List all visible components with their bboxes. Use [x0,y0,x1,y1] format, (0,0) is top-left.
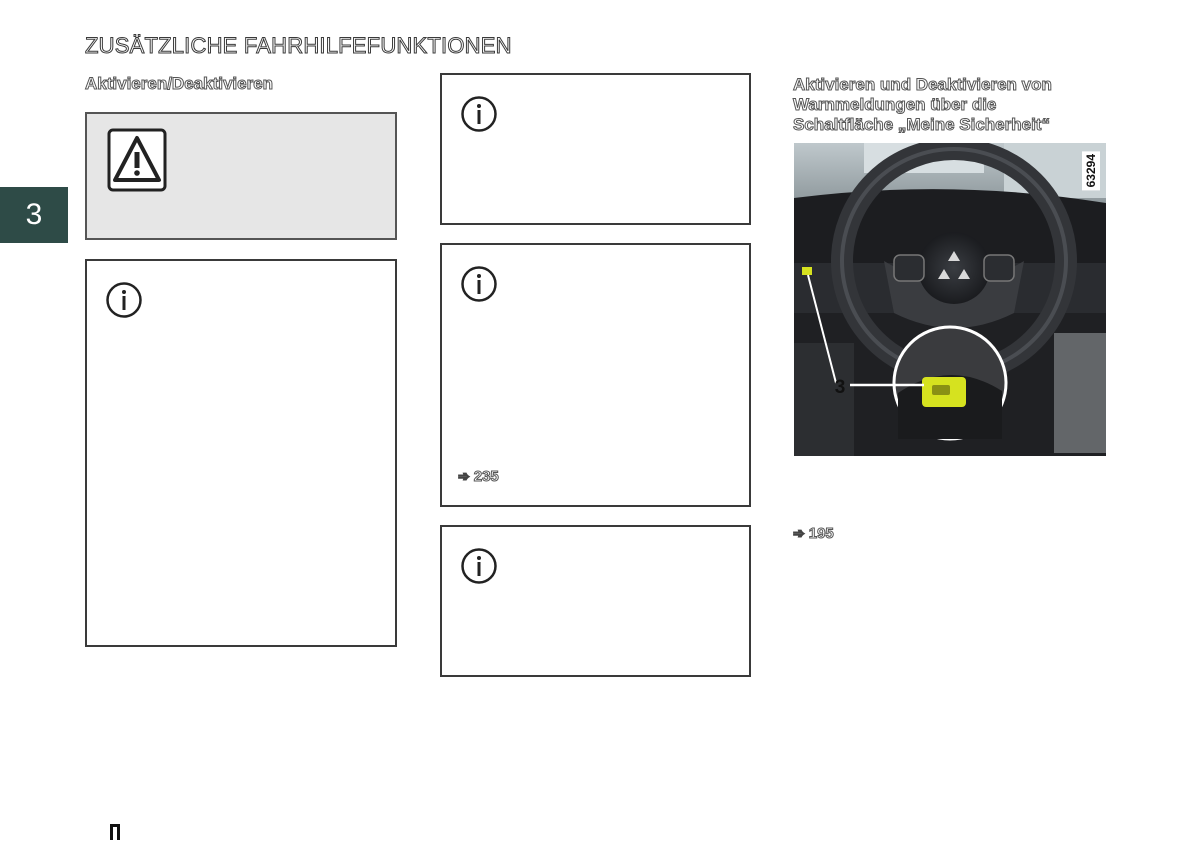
steering-wheel-photo [794,143,1106,456]
warning-triangle-icon [107,128,167,192]
image-id: 63294 [1082,151,1100,190]
info-icon [105,281,143,319]
callout-number: 3 [834,377,846,398]
footer-mark-icon [110,823,120,840]
warning-box [85,112,397,240]
page-title: ZUSÄTZLICHE FAHRHILFEFUNKTIONEN [85,33,512,58]
chapter-tab [0,187,68,243]
page-reference-number: 235 [473,468,499,485]
info-box-left [85,259,397,647]
page-reference-link[interactable] [793,525,834,542]
info-box-middle-bottom [440,525,751,677]
heading-line: Schaltfläche „Meine Sicherheit“ [793,115,1050,134]
arrow-right-icon: ➾ [458,468,470,484]
page-reference-number: 195 [808,525,834,542]
info-box-middle-center [440,243,751,507]
arrow-right-icon: ➾ [793,525,805,541]
info-box-middle-top [440,73,751,225]
heading-line: Warnmeldungen über die [793,95,997,114]
section-heading-right [793,75,1113,135]
chapter-number: 3 [25,198,43,231]
section-heading-left: Aktivieren/Deaktivieren [85,74,274,93]
page-reference-link[interactable] [458,468,499,485]
info-icon [460,265,498,303]
info-icon [460,95,498,133]
info-icon [460,547,498,585]
heading-line: Aktivieren und Deaktivieren von [793,75,1052,94]
